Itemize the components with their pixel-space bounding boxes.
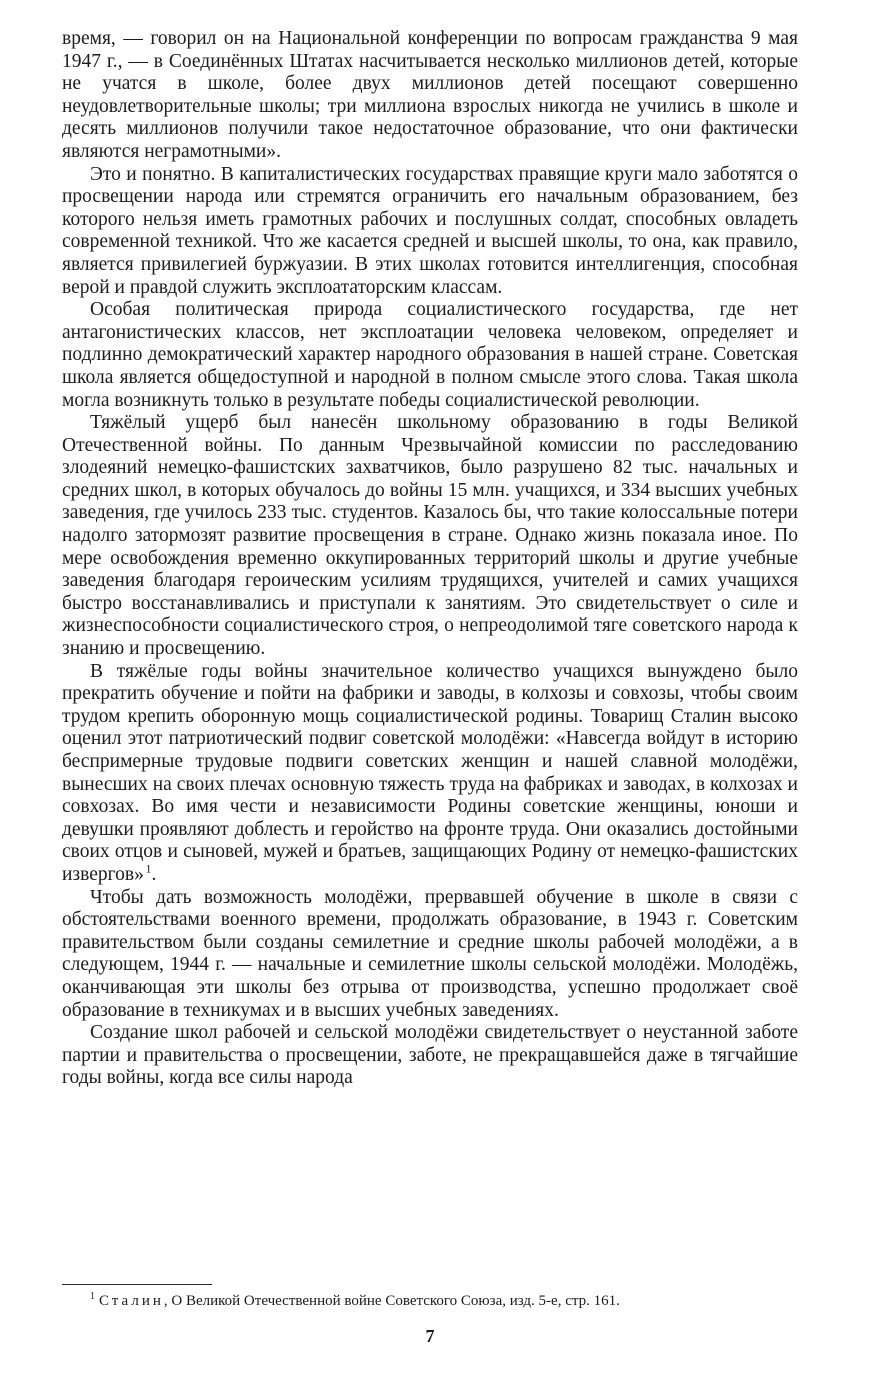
- footnote-text: , О Великой Отечественной войне Советского Союза, изд. 5-е, стр. 161.: [163, 1293, 620, 1309]
- paragraph-1: время, — говорил он на Национальной конференции по вопросам гражданства 9 мая 1947 г., — в Соединённых Штатах насчитывается несколько миллионов детей, которые не учатся в школе, более двух миллионов детей посещают совершенно неудовлетворительные школы; три миллиона взрослых никогда не учились в школе и десять миллионов получили такое недостаточное образование, что они фактически являются неграмотными».: [62, 28, 798, 162]
- paragraph-5-text: В тяжёлые годы войны значительное количество учащихся вынуждено было прекратить обучение и пойти на фабрики и заводы, в колхозы и совхозы, чтобы своим трудом крепить оборонную мощь социалистической родины. Товарищ Сталин высоко оценил этот патриотический подвиг советской молодёжи: «Навсегда войдут в историю беспримерные трудовые подвиги советских женщин и нашей славной молодёжи, вынесших на своих плечах основную тяжесть труда на фабриках и заводах, в колхозах и совхозах. Во имя чести и независимости Родины советские женщины, юноши и девушки проявляют доблесть и геройство на фронте труда. Они оказались достойными своих отцов и сыновей, мужей и братьев, защищающих Родину от немецко-фашистских извергов»: [62, 660, 798, 885]
- paragraph-3: Особая политическая природа социалистического государства, где нет антагонистических классов, нет эксплоатации человека человеком, определяет и подлинно демократический характер народного образования в нашей стране. Советская школа является общедоступной и народной в полном смысле этого слова. Такая школа могла возникнуть только в результате победы социалистической революции.: [62, 299, 798, 411]
- footnote-mark: 1: [90, 1291, 95, 1302]
- body-text: [62, 28, 798, 1090]
- footnote-reference[interactable]: 1: [145, 861, 152, 876]
- book-page: [62, 28, 798, 1348]
- paragraph-7: Создание школ рабочей и сельской молодёжи свидетельствует о неустанной заботе партии и правительства о просвещении, заботе, не прекращавшейся даже в тягчайшие годы войны, когда все силы народа: [62, 1022, 798, 1089]
- paragraph-2: Это и понятно. В капиталистических государствах правящие круги мало заботятся о просвещении народа или стремятся ограничить его начальным образованием, без которого нельзя иметь грамотных рабочих и послушных солдат, способных овладеть современной техникой. Что же касается средней и высшей школы, то она, как правило, является привилегией буржуазии. В этих школах готовится интеллигенция, способная верой и правдой служить эксплоататорским классам.: [62, 163, 798, 298]
- footnote-divider: [62, 1284, 212, 1285]
- page-number: 7: [425, 1326, 435, 1346]
- paragraph-6: Чтобы дать возможность молодёжи, прервавшей обучение в школе в связи с обстоятельствами военного времени, продолжать образование, в 1943 г. Советским правительством были созданы семилетние и средние школы рабочей молодёжи, а в следующем, 1944 г. — начальные и семилетние школы сельской молодёжи. Молодёжь, оканчивающая эти школы без отрыва от производства, успешно продолжает своё образование в техникумах и в высших учебных заведениях.: [62, 886, 798, 1021]
- paragraph-4: Тяжёлый ущерб был нанесён школьному образованию в годы Великой Отечественной войны. По данным Чрезвычайной комиссии по расследованию злодеяний немецко-фашистских захватчиков, было разрушено 82 тыс. начальных и средних школ, в которых обучалось до войны 15 млн. учащихся, и 334 высших учебных заведения, где училось 233 тыс. студентов. Казалось бы, что такие колоссальные потери надолго затормозят развитие просвещения в стране. Однако жизнь показала иное. По мере освобождения временно оккупированных территорий школы и другие учебные заведения благодаря героическим усилиям трудящихся, учителей и самих учащихся быстро восстанавливались и приступали к занятиям. Это свидетельствует о силе и жизнеспособности социалистического строя, о непреодолимой тяге советского народа к знанию и просвещению.: [62, 412, 798, 660]
- footnote-author: Сталин: [99, 1293, 164, 1309]
- paragraph-5: В тяжёлые годы войны значительное количество учащихся вынуждено было прекратить обучение и пойти на фабрики и заводы, в колхозы и совхозы, чтобы своим трудом крепить оборонную мощь социалистической родины. Товарищ Сталин высоко оценил этот патриотический подвиг советской молодёжи: «Навсегда войдут в историю беспримерные трудовые подвиги советских женщин и нашей славной молодёжи, вынесших на своих плечах основную тяжесть труда на фабриках и заводах, в колхозах и совхозах. Во имя чести и независимости Родины советские женщины, юноши и девушки проявляют доблесть и геройство на фронте труда. Они оказались достойными своих отцов и сыновей, мужей и братьев, защищающих Родину от немецко-фашистских извергов» $^1$.: [62, 660, 798, 885]
- footnote: [62, 1292, 798, 1310]
